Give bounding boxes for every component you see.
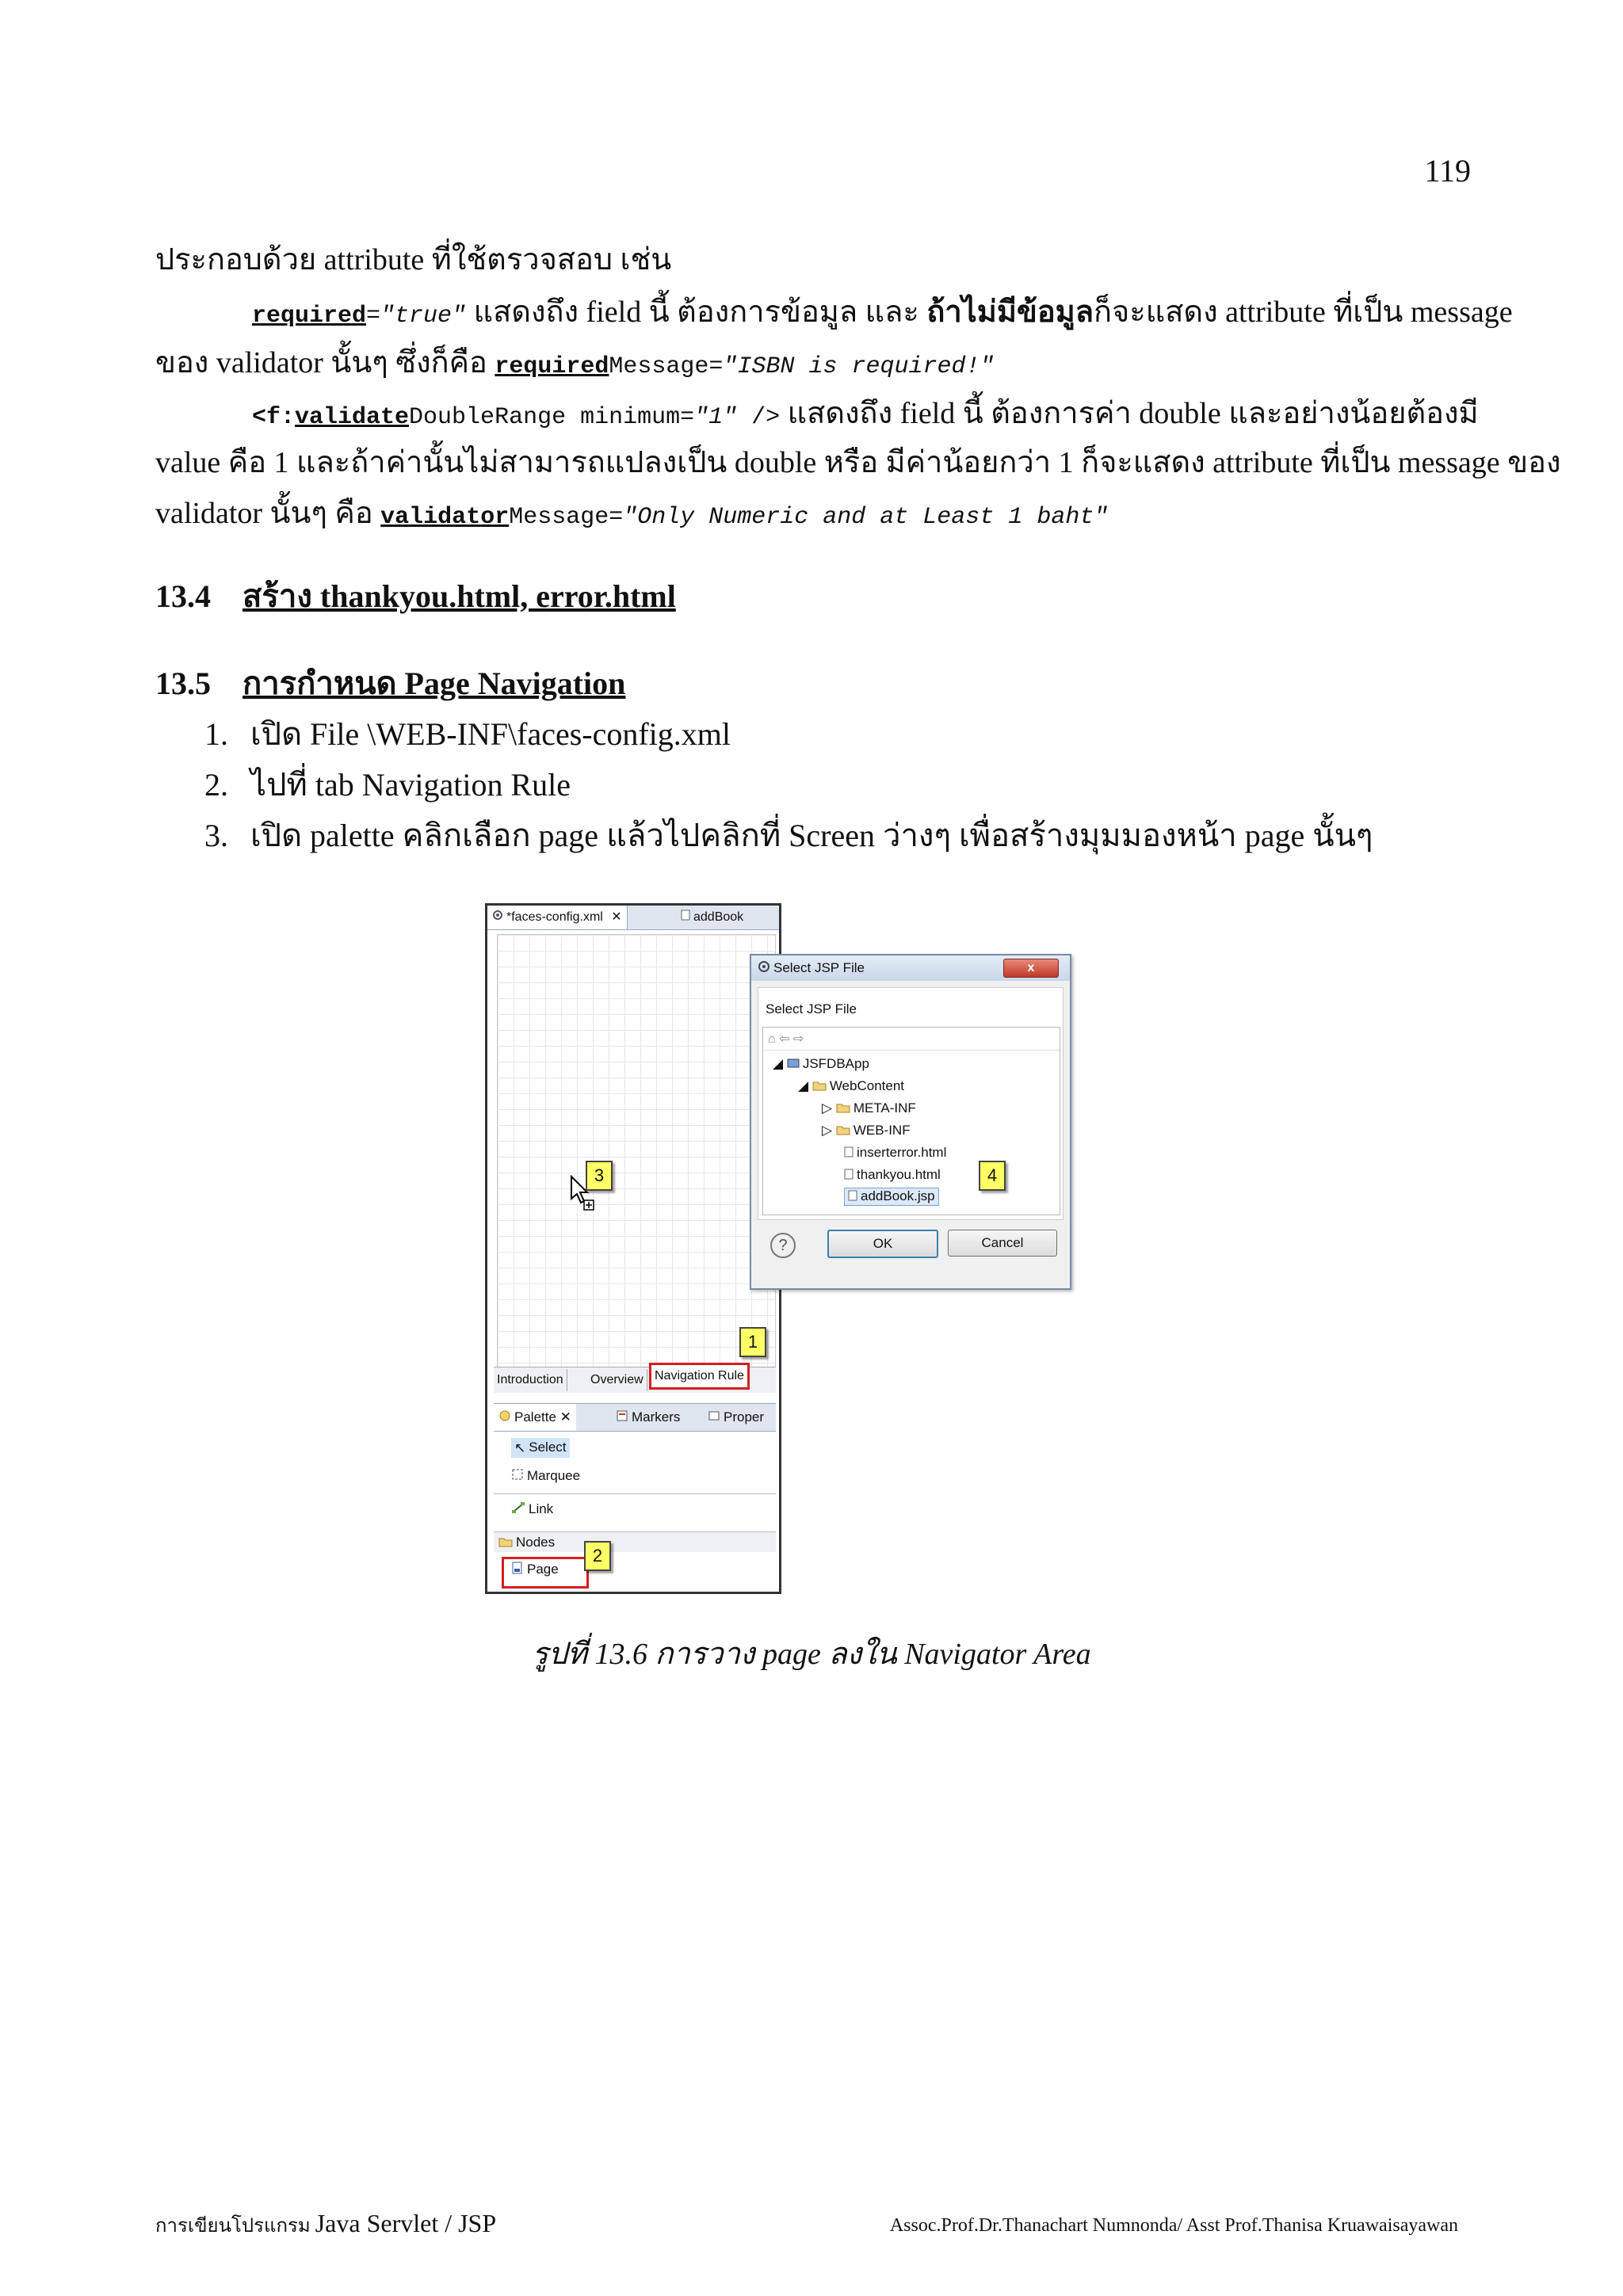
list-item — [204, 810, 1373, 860]
editor-bottom-tabs — [494, 1367, 776, 1393]
close-icon[interactable]: ✕ — [611, 910, 622, 925]
list-item — [204, 708, 731, 759]
section-title: สร้าง thankyou.html, error.html — [242, 578, 676, 614]
palette-item-label: Page — [527, 1562, 559, 1577]
code-keyword: validator — [380, 504, 510, 531]
select-jsp-dialog — [750, 954, 1071, 1290]
navigation-canvas[interactable] — [497, 934, 776, 1387]
intro-text: ประกอบด้วย attribute ที่ใช้ตรวจสอบ เช่น — [155, 243, 672, 277]
divider — [763, 1050, 1060, 1051]
tree-label: addBook.jsp — [861, 1188, 935, 1203]
markers-icon — [616, 1405, 628, 1432]
home-icon[interactable]: ⌂ — [768, 1032, 776, 1046]
file-icon — [844, 1168, 854, 1184]
palette-item-select[interactable] — [511, 1438, 570, 1458]
expand-arrow-icon: ◢ — [798, 1078, 809, 1093]
config-file-icon — [492, 906, 503, 929]
tree-item-meta-inf[interactable] — [822, 1100, 916, 1117]
body-text: ของ validator นั้นๆ ซึ่งก็คือ — [155, 346, 495, 379]
list-number: 1. — [204, 716, 228, 752]
marquee-icon — [511, 1468, 524, 1485]
code-text: DoubleRange minimum= — [409, 404, 695, 431]
palette-item-label: Select — [529, 1440, 567, 1455]
folder-icon — [836, 1123, 850, 1139]
code-value: "true" — [380, 303, 467, 330]
callout-1: 1 — [739, 1327, 766, 1357]
tab-label: Palette — [514, 1409, 556, 1425]
code-text: /> — [737, 404, 781, 431]
list-text: ไปที่ tab Navigation Rule — [250, 767, 571, 803]
code-keyword: required — [252, 303, 367, 330]
callout-2: 2 — [584, 1541, 611, 1571]
tree-label: META-INF — [853, 1100, 916, 1116]
tab-navigation-rule[interactable]: Navigation Rule — [649, 1363, 750, 1390]
project-icon — [787, 1056, 800, 1073]
page-number: 119 — [1424, 153, 1471, 189]
tree-label: JSFDBApp — [802, 1056, 869, 1071]
body-text: แสดงถึง field นี้ ต้องการข้อมูล และ — [466, 296, 927, 329]
figure-caption: รูปที่ 13.6 การวาง page ลงใน Navigator Area — [532, 1638, 1091, 1671]
tab-label: Markers — [632, 1409, 681, 1425]
back-icon[interactable]: ⇦ — [779, 1032, 790, 1046]
tree-item-thankyou[interactable] — [844, 1167, 941, 1184]
tree-label: WEB-INF — [853, 1123, 911, 1138]
code-keyword: validate — [295, 404, 410, 431]
tab-addbook[interactable] — [676, 906, 748, 929]
palette-item-page[interactable] — [511, 1562, 559, 1578]
footer-course-prefix: การเขียนโปรแกรม — [155, 2216, 315, 2237]
file-icon — [681, 906, 690, 929]
bold-text: ถ้าไม่มีข้อมูล — [926, 296, 1094, 329]
tree-toolbar — [768, 1031, 804, 1047]
section-number: 13.4 — [155, 578, 211, 614]
arrow-icon: ↖ — [514, 1440, 526, 1455]
figure-screenshot — [485, 903, 1071, 1592]
tab-label: addBook — [693, 910, 744, 925]
code-text: = — [366, 303, 381, 330]
paragraph-validate-line2: value คือ 1 และถ้าค่านั้นไม่สามารถแปลงเป็น double หรือ มีค่าน้อยกว่า 1 ก็จะแสดง attribute ที่เป็น message ของ — [155, 446, 1561, 479]
ok-button[interactable]: OK — [827, 1230, 938, 1258]
paragraph-required-line1 — [252, 290, 1513, 338]
tree-item-jsfdbapp[interactable] — [773, 1056, 869, 1073]
tab-label: Proper — [724, 1409, 765, 1425]
file-icon — [844, 1146, 854, 1161]
tree-label: WebContent — [829, 1078, 905, 1093]
expand-arrow-icon: ◢ — [773, 1056, 784, 1071]
footer-course-title: Java Servlet / JSP — [315, 2209, 497, 2237]
file-tree-panel — [762, 1027, 1060, 1215]
paragraph-validate-line1 — [252, 391, 1479, 440]
section-heading-13-4 — [155, 570, 676, 621]
tree-label: inserterror.html — [857, 1145, 947, 1160]
palette-item-label: Marquee — [527, 1468, 581, 1483]
callout-4: 4 — [979, 1161, 1006, 1191]
body-text: แสดงถึง field นี้ ต้องการค่า double และอย่างน้อยต้องมี — [780, 397, 1479, 430]
cancel-button[interactable]: Cancel — [948, 1230, 1057, 1257]
editor-tabbar — [487, 906, 779, 930]
footer-authors: Assoc.Prof.Dr.Thanachart Numnonda/ Asst Prof.Thanisa Kruawaisayawan — [889, 2215, 1458, 2236]
close-button[interactable]: x — [1003, 959, 1059, 978]
code-value: "1" — [694, 404, 738, 431]
section-heading-13-5 — [155, 658, 625, 708]
section-number: 13.5 — [155, 666, 211, 701]
palette-icon — [498, 1405, 511, 1432]
tab-faces-config[interactable] — [487, 906, 628, 929]
list-text: เปิด File \WEB-INF\faces-config.xml — [250, 716, 731, 752]
folder-icon — [836, 1101, 850, 1117]
help-icon[interactable]: ? — [770, 1233, 796, 1258]
folder-icon — [812, 1079, 827, 1095]
code-value: "ISBN is required!" — [723, 353, 995, 380]
dialog-title: Select JSP File — [773, 960, 865, 975]
code-text: Message= — [609, 353, 724, 380]
code-text: Message= — [509, 504, 624, 531]
tab-label: *faces-config.xml — [506, 910, 603, 925]
list-item — [204, 759, 571, 810]
body-text: validator นั้นๆ คือ — [155, 497, 381, 530]
file-icon — [848, 1189, 857, 1205]
list-text: เปิด palette คลิกเลือก page แล้วไปคลิกที่ Screen ว่างๆ เพื่อสร้างมุมมองหน้า page นั้นๆ — [250, 818, 1373, 853]
tree-item-addbook[interactable] — [844, 1188, 939, 1206]
dialog-label: Select JSP File — [766, 1001, 857, 1016]
tab-introduction[interactable]: Introduction — [494, 1369, 567, 1391]
palette-item-link[interactable] — [511, 1501, 553, 1518]
section-label: Nodes — [516, 1535, 556, 1550]
code-value: "Only Numeric and at Least 1 baht" — [623, 504, 1109, 531]
gear-icon — [758, 956, 770, 982]
faces-config-editor — [485, 903, 784, 1594]
collapse-arrow-icon: ▷ — [822, 1123, 833, 1138]
paragraph-required-line2 — [155, 341, 995, 389]
link-icon — [511, 1501, 525, 1518]
tab-properties[interactable] — [703, 1404, 769, 1431]
tree-item-inserterror[interactable] — [844, 1145, 946, 1161]
collapse-arrow-icon: ▷ — [822, 1100, 833, 1116]
tab-palette[interactable] — [494, 1404, 576, 1431]
dialog-titlebar — [751, 955, 1070, 981]
list-number: 3. — [204, 818, 228, 853]
page-icon — [511, 1562, 524, 1578]
properties-icon — [708, 1405, 720, 1432]
body-text: ก็จะแสดง attribute ที่เป็น message — [1094, 296, 1513, 329]
close-icon[interactable]: ✕ — [559, 1409, 571, 1425]
tab-markers[interactable] — [611, 1404, 685, 1431]
tree-label: thankyou.html — [857, 1167, 941, 1182]
palette-tabbar — [494, 1403, 776, 1432]
tab-overview[interactable]: Overview — [587, 1369, 647, 1391]
code-text: <f: — [252, 404, 296, 431]
tree-item-web-inf[interactable] — [822, 1123, 911, 1139]
palette-item-label: Link — [529, 1501, 554, 1516]
code-keyword: required — [495, 353, 609, 380]
divider — [494, 1493, 776, 1494]
palette-item-marquee[interactable] — [511, 1468, 580, 1485]
forward-icon[interactable]: ⇨ — [792, 1032, 804, 1046]
folder-icon — [498, 1533, 513, 1554]
palette-section-nodes[interactable] — [494, 1531, 776, 1552]
footer-left — [155, 2209, 496, 2241]
paragraph-validate-line3 — [155, 491, 1108, 540]
tree-item-webcontent[interactable] — [798, 1078, 904, 1095]
callout-3: 3 — [586, 1161, 613, 1191]
list-number: 2. — [204, 767, 228, 803]
section-title: การกำหนด Page Navigation — [242, 666, 626, 701]
